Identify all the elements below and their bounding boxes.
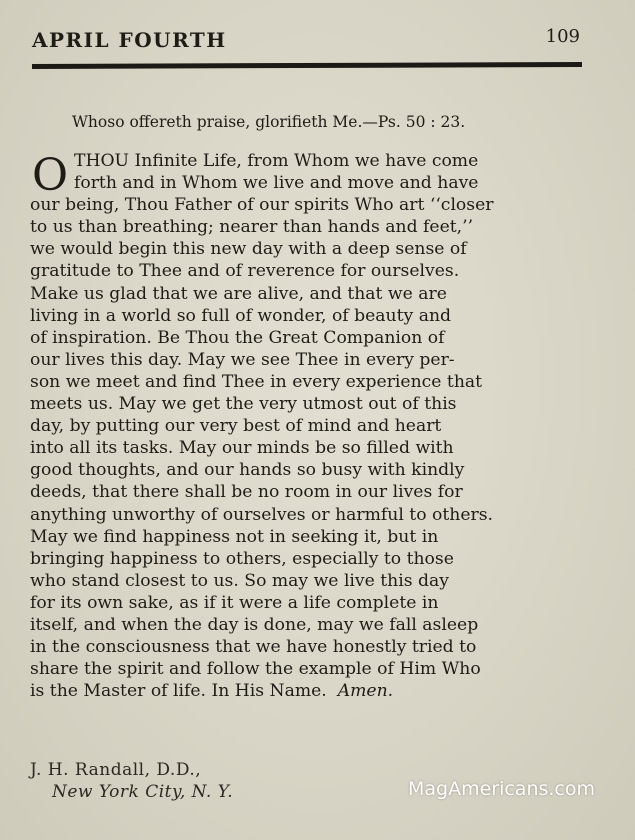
prayer-last-line [30, 680, 590, 702]
prayer-line: living in a world so full of wonder, of beauty and [30, 305, 452, 326]
page-title: APRIL FOURTH [32, 28, 227, 52]
prayer-text [30, 150, 590, 702]
prayer-line: share the spirit and follow the example of Him Who [30, 659, 481, 680]
prayer-closing: Amen. [337, 681, 394, 702]
prayer-line: good thoughts, and our hands so busy with kindly [30, 460, 465, 481]
prayer-line: itself, and when the day is done, may we fall asleep [30, 614, 479, 635]
prayer-line: into all its tasks. May our minds be so filled with [30, 438, 454, 459]
prayer-line: THOU Infinite Life, from Whom we have come [74, 151, 479, 171]
page-header [32, 26, 580, 56]
header-rule [32, 62, 582, 69]
prayer-line: anything unworthy of ourselves or harmful to others. [30, 504, 494, 525]
drop-cap: O [32, 150, 69, 201]
signature-location: New York City, N. Y. [52, 782, 234, 802]
prayer-line: who stand closest to us. So may we live this day [30, 570, 449, 591]
prayer-line: is the Master of life. In His Name. [30, 681, 327, 702]
epigraph-verse: Whoso offereth praise, glorifieth Me.—Ps. 50 : 23. [72, 113, 466, 131]
prayer-line: son we meet and find Thee in every experience that [30, 371, 483, 392]
prayer-line: deeds, that there shall be no room in our lives for [30, 482, 463, 503]
prayer-line: we would begin this new day with a deep sense of [30, 239, 467, 260]
prayer-line: meets us. May we get the very utmost out of this [30, 394, 457, 415]
prayer-line: for its own sake, as if it were a life complete in [30, 592, 439, 613]
prayer-line: gratitude to Thee and of reverence for ourselves. [30, 261, 460, 282]
prayer-line: our lives this day. May we see Thee in every per- [30, 349, 455, 370]
prayer-line: our being, Thou Father of our spirits Who art ‘‘closer [30, 195, 494, 216]
prayer-line: of inspiration. Be Thou the Great Companion of [30, 327, 445, 348]
prayer-line: to us than breathing; nearer than hands and feet,’’ [30, 217, 474, 238]
prayer-line: Make us glad that we are alive, and that we are [30, 283, 447, 304]
prayer-line: forth and in Whom we live and move and have [74, 173, 479, 194]
signature-author: J. H. Randall, D.D., [30, 760, 202, 780]
prayer-line: bringing happiness to others, especially to those [30, 548, 454, 569]
prayer-line: in the consciousness that we have honestly tried to [30, 637, 477, 658]
watermark: MagAmericans.com [407, 778, 595, 800]
page-number: 109 [545, 26, 580, 47]
prayer-line: May we find happiness not in seeking it, but in [30, 526, 439, 547]
prayer-line: day, by putting our very best of mind and heart [30, 416, 442, 437]
